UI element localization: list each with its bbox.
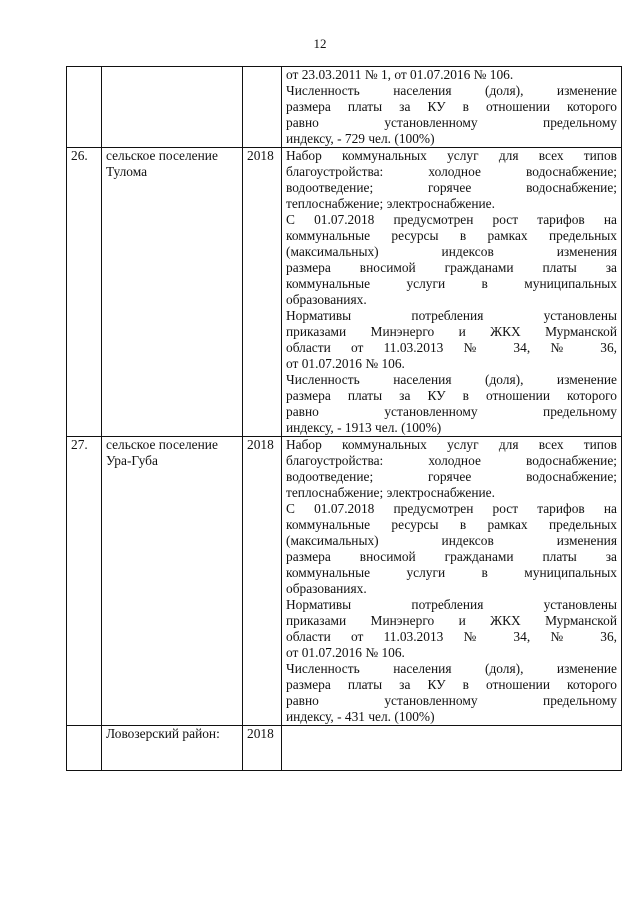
description-line: благоустройства: холодное водоснабжение;	[286, 164, 617, 179]
description-line: области от 11.03.2013 № 34, № 36,	[286, 629, 617, 644]
description-line: образованиях.	[286, 581, 367, 596]
year-cell: 2018	[243, 437, 282, 726]
description-line: коммунальные услуги в муниципальных	[286, 276, 617, 291]
description-line: индексу, - 431 чел. (100%)	[286, 709, 435, 724]
settlement-name-cell	[102, 67, 243, 148]
description-line: Численность населения (доля), изменение	[286, 661, 617, 676]
description-line: С 01.07.2018 предусмотрен рост тарифов на	[286, 501, 617, 516]
description-cell	[282, 726, 622, 771]
document-table	[66, 66, 622, 771]
year-cell	[243, 67, 282, 148]
description-line: коммунальные услуги в муниципальных	[286, 565, 617, 580]
description-line: от 23.03.2011 № 1, от 01.07.2016 № 106.	[286, 67, 514, 82]
description-line: С 01.07.2018 предусмотрен рост тарифов на	[286, 212, 617, 227]
description-line: Нормативы потребления установлены	[286, 308, 617, 323]
description-line: размера платы за КУ в отношении которого	[286, 677, 617, 692]
settlement-name-cell: сельское поселение Ура-Губа	[102, 437, 243, 726]
row-number-cell	[67, 726, 102, 771]
description-cell	[282, 67, 622, 148]
description-cell	[282, 437, 622, 726]
table-body	[67, 67, 622, 771]
description-line: равно установленному предельному	[286, 404, 617, 419]
description-cell	[282, 148, 622, 437]
description-line: образованиях.	[286, 292, 367, 307]
description-line: размера платы за КУ в отношении которого	[286, 99, 617, 114]
description-line: водоотведение; горячее водоснабжение;	[286, 469, 617, 484]
row-number-cell	[67, 67, 102, 148]
description-line: от 01.07.2016 № 106.	[286, 645, 405, 660]
description-line: Нормативы потребления установлены	[286, 597, 617, 612]
table-row	[67, 148, 622, 437]
description-line: приказами Минэнерго и ЖКХ Мурманской	[286, 324, 617, 339]
description-line: коммунальные ресурсы в рамках предельных	[286, 517, 617, 532]
description-line: равно установленному предельному	[286, 115, 617, 130]
row-number-cell: 27.	[67, 437, 102, 726]
description-line: Численность населения (доля), изменение	[286, 372, 617, 387]
description-line: равно установленному предельному	[286, 693, 617, 708]
table-row	[67, 67, 622, 148]
description-line: водоотведение; горячее водоснабжение;	[286, 180, 617, 195]
description-line: благоустройства: холодное водоснабжение;	[286, 453, 617, 468]
description-line: теплоснабжение; электроснабжение.	[286, 196, 495, 211]
table-row	[67, 726, 622, 771]
description-line: индексу, - 1913 чел. (100%)	[286, 420, 442, 435]
description-line: от 01.07.2016 № 106.	[286, 356, 405, 371]
description-line: (максимальных) индексов изменения	[286, 533, 617, 548]
year-cell: 2018	[243, 148, 282, 437]
description-line: коммунальные ресурсы в рамках предельных	[286, 228, 617, 243]
description-line: размера вносимой гражданами платы за	[286, 260, 617, 275]
row-number-cell: 26.	[67, 148, 102, 437]
year-cell: 2018	[243, 726, 282, 771]
description-line: Набор коммунальных услуг для всех типов	[286, 437, 617, 452]
description-line: теплоснабжение; электроснабжение.	[286, 485, 495, 500]
table-row	[67, 437, 622, 726]
description-line: области от 11.03.2013 № 34, № 36,	[286, 340, 617, 355]
description-line: размера платы за КУ в отношении которого	[286, 388, 617, 403]
description-line: (максимальных) индексов изменения	[286, 244, 617, 259]
description-line: Набор коммунальных услуг для всех типов	[286, 148, 617, 163]
description-line: приказами Минэнерго и ЖКХ Мурманской	[286, 613, 617, 628]
settlement-name-cell: Ловозерский район:	[102, 726, 243, 771]
settlement-name-cell: сельское поселение Тулома	[102, 148, 243, 437]
description-line: индексу, - 729 чел. (100%)	[286, 131, 435, 146]
page-number: 12	[313, 36, 327, 51]
description-line: Численность населения (доля), изменение	[286, 83, 617, 98]
description-line: размера вносимой гражданами платы за	[286, 549, 617, 564]
